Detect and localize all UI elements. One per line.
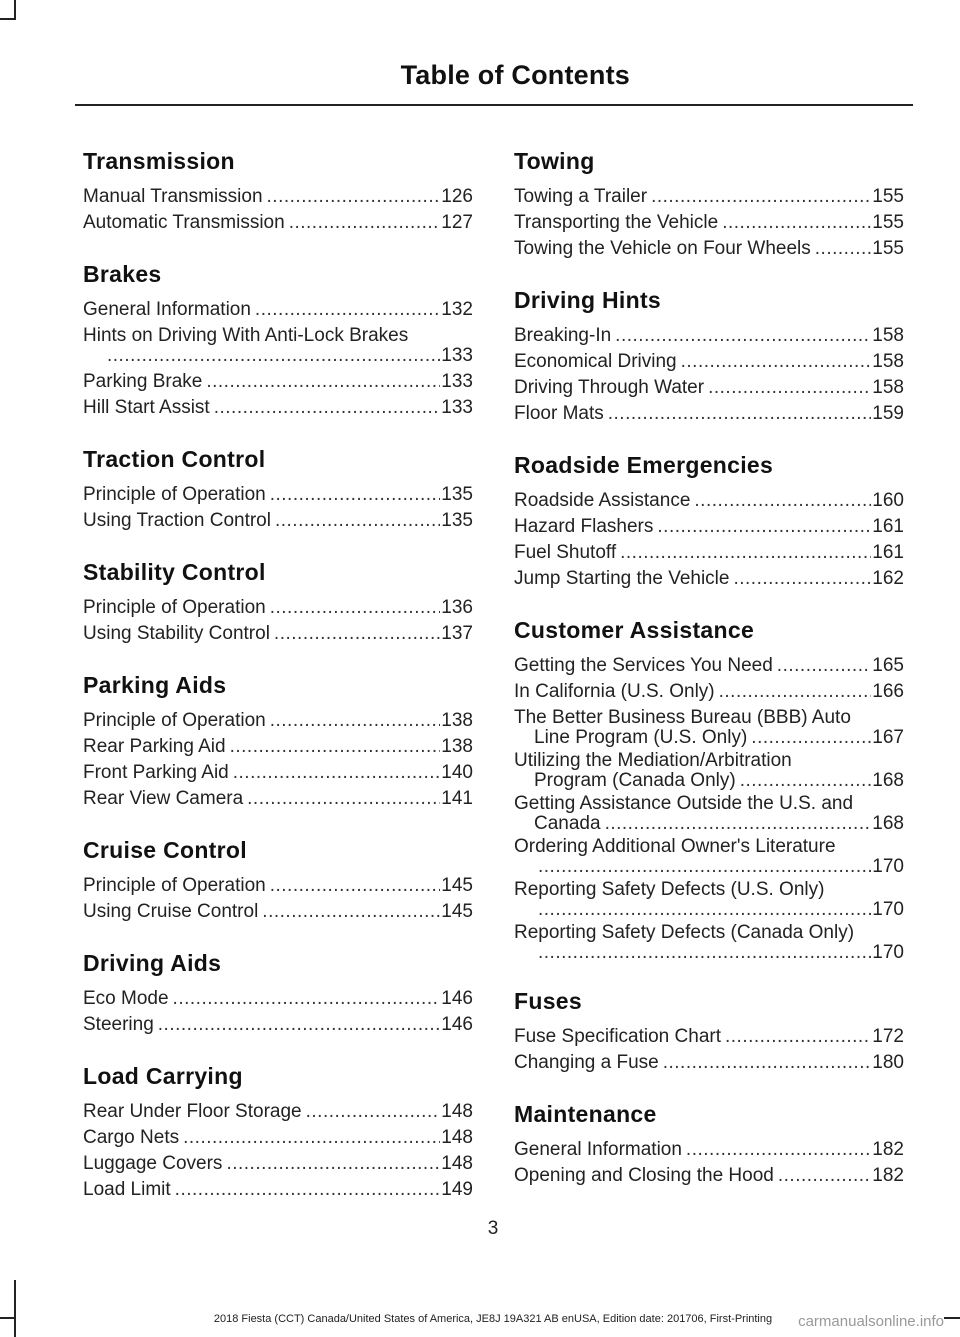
entry-page-number: 182 [872, 1165, 904, 1186]
toc-section [514, 1098, 904, 1189]
entry-page-number: 136 [441, 597, 473, 618]
toc-entry[interactable] [83, 184, 473, 210]
section-title: Driving Hints [514, 287, 662, 313]
crop-mark [14, 1280, 16, 1337]
leader-dots [538, 857, 871, 877]
leader-dots [740, 771, 872, 791]
entry-page-number: 148 [441, 1127, 473, 1148]
toc-entry[interactable] [83, 210, 473, 236]
entry-label: Principle of Operation [83, 484, 266, 505]
entry-label: Ordering Additional Owner's Literature [514, 836, 836, 857]
toc-entry[interactable] [514, 349, 904, 375]
section-title: Roadside Emergencies [514, 452, 774, 478]
entry-page-number: 166 [872, 681, 904, 702]
toc-entry[interactable] [514, 540, 904, 566]
leader-dots [230, 734, 441, 760]
toc-entry[interactable] [83, 986, 473, 1012]
toc-entry[interactable] [83, 482, 473, 508]
entry-label: Getting the Services You Need [514, 655, 773, 676]
entry-page-number: 168 [872, 813, 904, 834]
entry-label: Automatic Transmission [83, 212, 285, 233]
toc-entry[interactable] [83, 1012, 473, 1038]
leader-dots [605, 814, 872, 834]
entry-page-number: 145 [441, 875, 473, 896]
toc-entry[interactable] [514, 751, 904, 791]
toc-entry[interactable] [83, 1125, 473, 1151]
section-title: Fuses [514, 988, 582, 1014]
toc-section [83, 947, 473, 1038]
entry-label: Reporting Safety Defects (U.S. Only) [514, 879, 825, 900]
toc-section [514, 985, 904, 1076]
entry-label: General Information [514, 1139, 682, 1160]
entry-page-number: 170 [872, 942, 904, 963]
entry-page-number: 158 [872, 325, 904, 346]
entry-page-number: 170 [872, 856, 904, 877]
leader-dots [255, 297, 440, 323]
entry-label: Using Cruise Control [83, 901, 259, 922]
entry-label: Hill Start Assist [83, 397, 210, 418]
entry-page-number: 161 [872, 516, 904, 537]
toc-entry[interactable] [83, 760, 473, 786]
entry-page-number: 148 [441, 1101, 473, 1122]
entry-label: Using Traction Control [83, 510, 271, 531]
entry-label: Hints on Driving With Anti-Lock Brakes [83, 325, 409, 346]
leader-dots [815, 236, 872, 262]
entry-label: Jump Starting the Vehicle [514, 568, 730, 589]
toc-entry[interactable] [514, 323, 904, 349]
entry-label-continued: Program (Canada Only) [534, 770, 736, 791]
entry-page-number: 140 [441, 762, 473, 783]
leader-dots [247, 786, 440, 812]
toc-section [83, 443, 473, 534]
entry-page-number: 159 [872, 403, 904, 424]
leader-dots [158, 1012, 441, 1038]
toc-entry[interactable] [514, 566, 904, 592]
entry-label: Roadside Assistance [514, 490, 691, 511]
leader-dots [183, 1125, 440, 1151]
section-title: Towing [514, 148, 595, 174]
entry-label: Economical Driving [514, 351, 677, 372]
leader-dots [733, 566, 871, 592]
leader-dots [657, 514, 871, 540]
entry-page-number: 132 [441, 299, 473, 320]
entry-label: Towing the Vehicle on Four Wheels [514, 238, 811, 259]
entry-label: Transporting the Vehicle [514, 212, 719, 233]
section-title: Maintenance [514, 1101, 657, 1127]
footer-edition-info: 2018 Fiesta (CCT) Canada/United States of America, JE8J 19A321 AB enUSA, Edition date: 201706, First-Printing [213, 1313, 773, 1325]
toc-entry[interactable] [83, 899, 473, 925]
leader-dots [686, 1137, 871, 1163]
leader-dots [107, 346, 440, 366]
entry-page-number: 149 [441, 1179, 473, 1200]
leader-dots [262, 899, 440, 925]
toc-entry[interactable] [83, 595, 473, 621]
leader-dots [615, 323, 871, 349]
entry-page-number: 146 [441, 1014, 473, 1035]
toc-entry[interactable] [514, 653, 904, 679]
entry-page-number: 138 [441, 710, 473, 731]
leader-dots [751, 728, 871, 748]
leader-dots [206, 369, 440, 395]
entry-label: The Better Business Bureau (BBB) Auto [514, 707, 851, 728]
entry-page-number: 165 [872, 655, 904, 676]
entry-label: Steering [83, 1014, 154, 1035]
entry-label: Eco Mode [83, 988, 169, 1009]
header-divider [75, 104, 913, 106]
leader-dots [270, 482, 441, 508]
entry-page-number: 133 [441, 397, 473, 418]
entry-page-number: 155 [872, 238, 904, 259]
toc-entry[interactable] [83, 1177, 473, 1203]
entry-page-number: 146 [441, 988, 473, 1009]
leader-dots [681, 349, 872, 375]
leader-dots [620, 540, 871, 566]
entry-label: Principle of Operation [83, 875, 266, 896]
entry-label: Fuel Shutoff [514, 542, 617, 563]
entry-label: In California (U.S. Only) [514, 681, 715, 702]
leader-dots [708, 375, 871, 401]
entry-page-number: 172 [872, 1026, 904, 1047]
entry-label: Breaking-In [514, 325, 612, 346]
leader-dots [226, 1151, 440, 1177]
toc-entry[interactable] [514, 923, 904, 963]
entry-label: Principle of Operation [83, 710, 266, 731]
entry-page-number: 170 [872, 899, 904, 920]
entry-label: Opening and Closing the Hood [514, 1165, 774, 1186]
entry-label: General Information [83, 299, 251, 320]
toc-section [83, 834, 473, 925]
toc-entry[interactable] [83, 621, 473, 647]
entry-label: Getting Assistance Outside the U.S. and [514, 793, 854, 814]
leader-dots [694, 488, 871, 514]
entry-page-number: 126 [441, 186, 473, 207]
toc-entry[interactable] [83, 297, 473, 323]
leader-dots [722, 210, 871, 236]
toc-entry[interactable] [514, 401, 904, 427]
leader-dots [306, 1099, 441, 1125]
leader-dots [725, 1024, 871, 1050]
entry-label: Reporting Safety Defects (Canada Only) [514, 922, 855, 943]
leader-dots [778, 1163, 871, 1189]
toc-entry[interactable] [514, 837, 904, 877]
section-title: Traction Control [83, 446, 266, 472]
leader-dots [719, 679, 872, 705]
leader-dots [651, 184, 871, 210]
toc-right-column [514, 145, 904, 1211]
leader-dots [777, 653, 872, 679]
toc-section [514, 449, 904, 592]
toc-section [83, 258, 473, 421]
leader-dots [270, 873, 441, 899]
section-title: Transmission [83, 148, 235, 174]
leader-dots [267, 184, 441, 210]
section-title: Stability Control [83, 559, 266, 585]
entry-page-number: 138 [441, 736, 473, 757]
entry-label: Changing a Fuse [514, 1052, 659, 1073]
toc-section [83, 145, 473, 236]
toc-entry[interactable] [514, 1050, 904, 1076]
toc-entry[interactable] [83, 369, 473, 395]
toc-entry[interactable] [514, 1024, 904, 1050]
entry-label: Parking Brake [83, 371, 203, 392]
leader-dots [173, 986, 441, 1012]
toc-entry[interactable] [83, 873, 473, 899]
toc-entry[interactable] [514, 880, 904, 920]
entry-label: Hazard Flashers [514, 516, 654, 537]
leader-dots [275, 508, 440, 534]
section-title: Parking Aids [83, 672, 227, 698]
toc-entry[interactable] [514, 184, 904, 210]
entry-page-number: 127 [441, 212, 473, 233]
entry-page-number: 160 [872, 490, 904, 511]
entry-page-number: 182 [872, 1139, 904, 1160]
toc-entry[interactable] [83, 786, 473, 812]
toc-section [514, 145, 904, 262]
entry-page-number: 133 [441, 371, 473, 392]
entry-page-number: 141 [441, 788, 473, 809]
toc-section [83, 669, 473, 812]
section-title: Driving Aids [83, 950, 222, 976]
entry-label: Front Parking Aid [83, 762, 229, 783]
toc-section [514, 284, 904, 427]
page-number: 3 [487, 1218, 499, 1239]
entry-page-number: 135 [441, 484, 473, 505]
section-title: Cruise Control [83, 837, 247, 863]
toc-entry[interactable] [83, 1151, 473, 1177]
entry-label: Luggage Covers [83, 1153, 223, 1174]
entry-page-number: 148 [441, 1153, 473, 1174]
entry-page-number: 158 [872, 351, 904, 372]
entry-label: Rear View Camera [83, 788, 244, 809]
entry-label: Towing a Trailer [514, 186, 648, 207]
leader-dots [270, 595, 441, 621]
entry-label: Using Stability Control [83, 623, 270, 644]
toc-entry[interactable] [83, 326, 473, 366]
entry-label: Manual Transmission [83, 186, 263, 207]
toc-entry[interactable] [514, 708, 904, 748]
entry-label: Fuse Specification Chart [514, 1026, 721, 1047]
leader-dots [214, 395, 441, 421]
section-title: Customer Assistance [514, 617, 755, 643]
toc-entry[interactable] [83, 1099, 473, 1125]
entry-label-continued: Line Program (U.S. Only) [534, 727, 748, 748]
entry-page-number: 158 [872, 377, 904, 398]
toc-entry[interactable] [514, 236, 904, 262]
leader-dots [538, 943, 871, 963]
entry-label: Rear Parking Aid [83, 736, 226, 757]
entry-page-number: 180 [872, 1052, 904, 1073]
leader-dots [270, 708, 441, 734]
toc-entry[interactable] [83, 708, 473, 734]
crop-mark [0, 18, 16, 20]
crop-mark [14, 0, 16, 20]
entry-page-number: 137 [441, 623, 473, 644]
entry-page-number: 162 [872, 568, 904, 589]
toc-entry[interactable] [514, 210, 904, 236]
leader-dots [663, 1050, 872, 1076]
leader-dots [289, 210, 441, 236]
toc-entry[interactable] [83, 734, 473, 760]
entry-label: Cargo Nets [83, 1127, 180, 1148]
leader-dots [608, 401, 872, 427]
toc-entry[interactable] [514, 488, 904, 514]
entry-label: Driving Through Water [514, 377, 705, 398]
entry-page-number: 133 [441, 345, 473, 366]
entry-page-number: 167 [872, 727, 904, 748]
toc-section [514, 614, 904, 963]
leader-dots [175, 1177, 441, 1203]
entry-label-continued: Canada [534, 813, 601, 834]
entry-page-number: 161 [872, 542, 904, 563]
toc-entry[interactable] [514, 1137, 904, 1163]
section-title: Load Carrying [83, 1063, 243, 1089]
toc-section [83, 1060, 473, 1203]
entry-page-number: 145 [441, 901, 473, 922]
toc-section [83, 556, 473, 647]
entry-label: Load Limit [83, 1179, 171, 1200]
toc-left-column [83, 145, 473, 1225]
entry-page-number: 155 [872, 212, 904, 233]
entry-label: Utilizing the Mediation/Arbitration [514, 750, 792, 771]
entry-page-number: 135 [441, 510, 473, 531]
page-title: Table of Contents [400, 60, 630, 90]
leader-dots [233, 760, 441, 786]
entry-page-number: 168 [872, 770, 904, 791]
toc-entry[interactable] [514, 794, 904, 834]
watermark: carmanualsonline.info [798, 1313, 944, 1330]
section-title: Brakes [83, 261, 162, 287]
toc-entry[interactable] [514, 514, 904, 540]
leader-dots [538, 900, 871, 920]
leader-dots [274, 621, 440, 647]
toc-entry[interactable] [514, 375, 904, 401]
toc-entry[interactable] [83, 395, 473, 421]
toc-entry[interactable] [514, 1163, 904, 1189]
entry-label: Floor Mats [514, 403, 604, 424]
toc-entry[interactable] [83, 508, 473, 534]
toc-entry[interactable] [514, 679, 904, 705]
entry-label: Principle of Operation [83, 597, 266, 618]
entry-label: Rear Under Floor Storage [83, 1101, 302, 1122]
entry-page-number: 155 [872, 186, 904, 207]
